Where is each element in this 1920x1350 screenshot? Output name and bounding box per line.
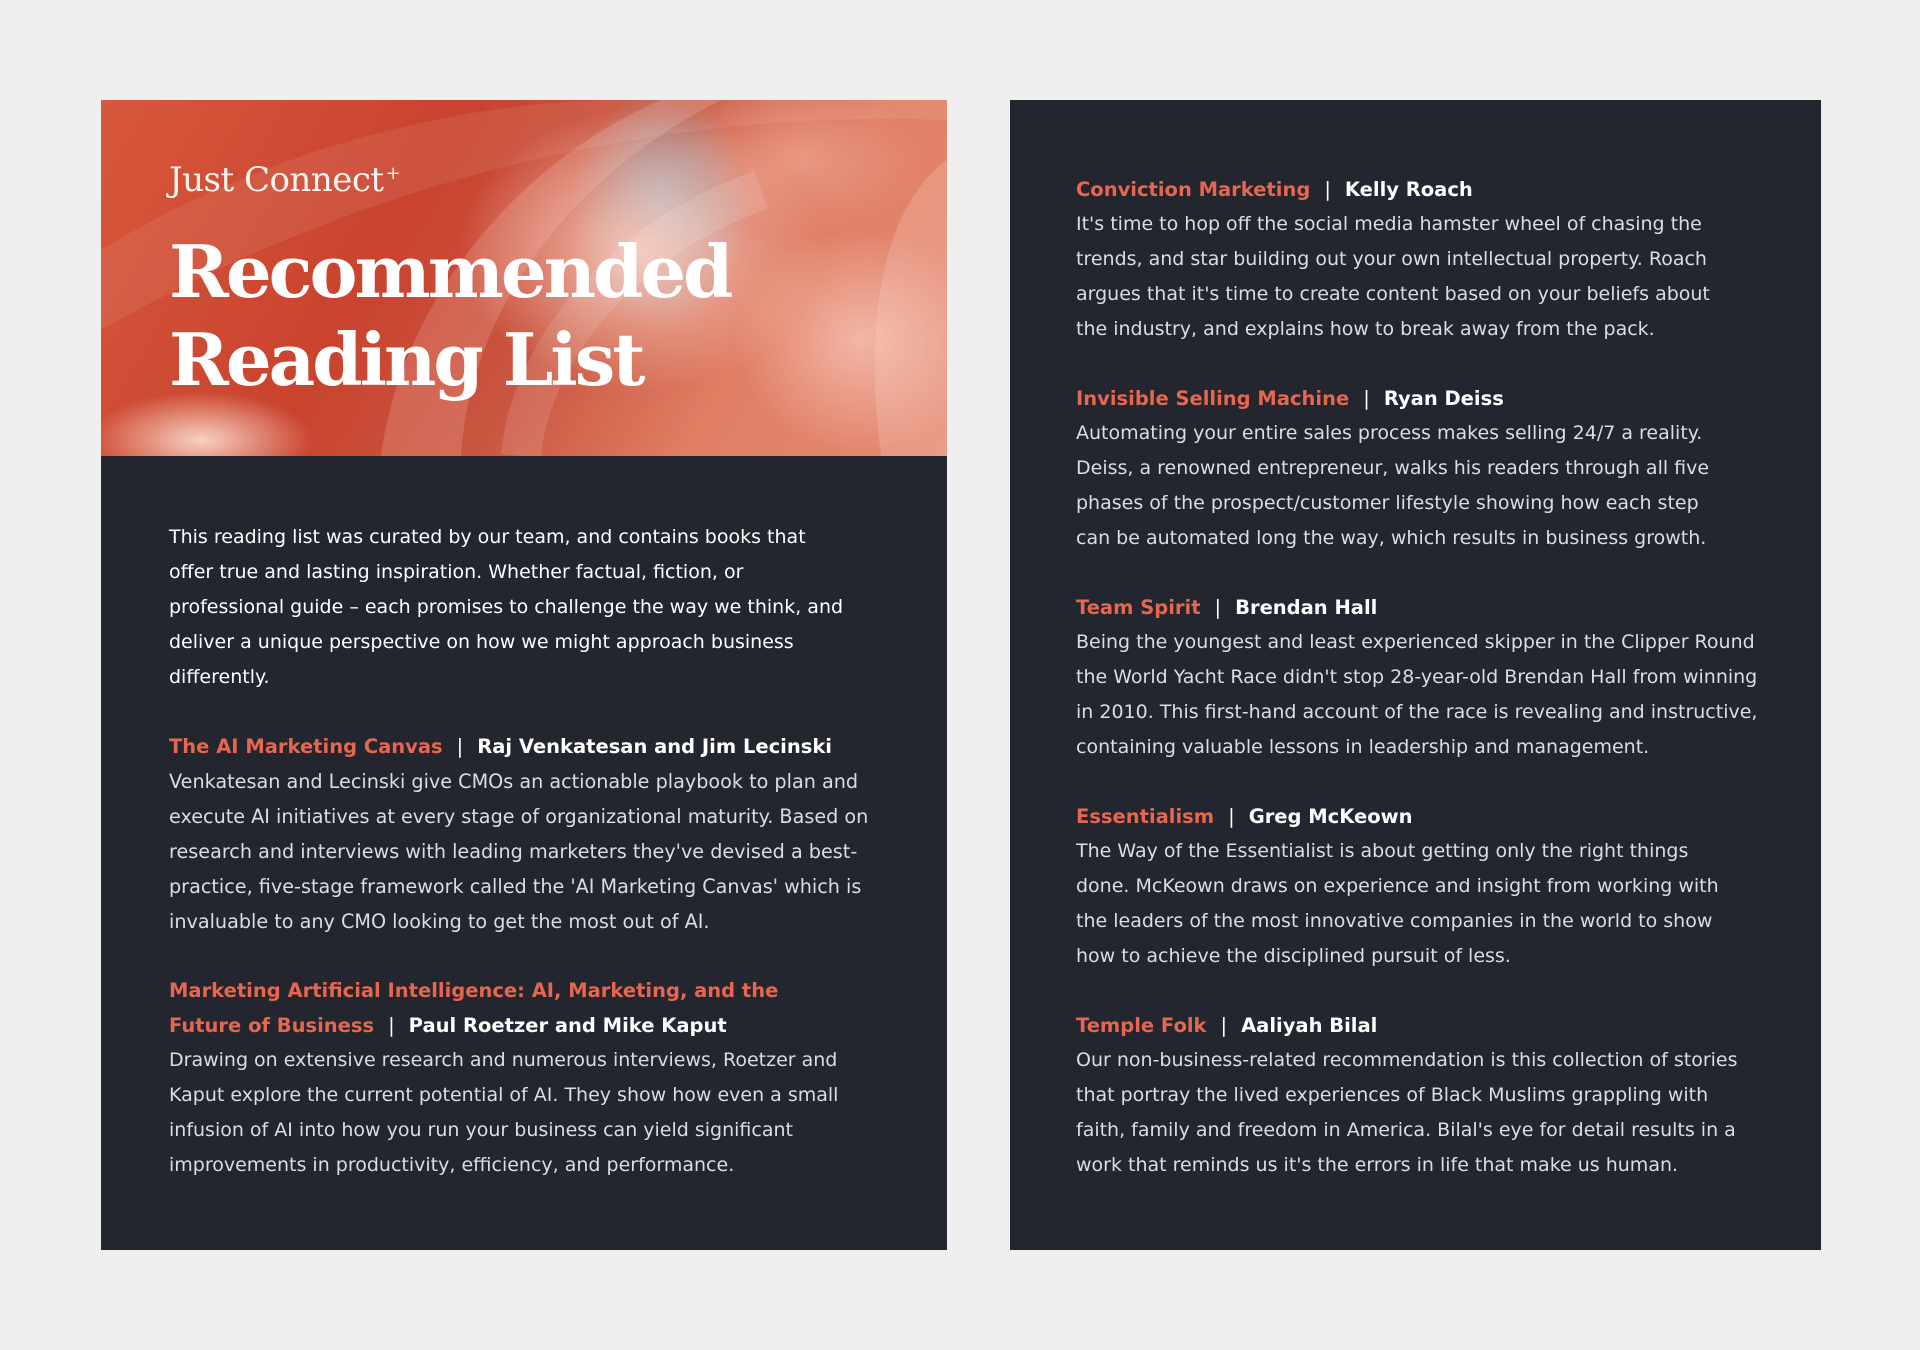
intro-paragraph: This reading list was curated by our team, and contains books that offer true and lasting inspiration. Whether factual, fiction, or professional guide – each promises to challenge the way we think, and deliver a unique perspective on how we might approach business differently.: [169, 526, 844, 688]
page-title: [169, 228, 731, 404]
book-author: Paul Roetzer and Mike Kaput: [408, 1014, 727, 1037]
hero-banner: [101, 100, 947, 456]
book-entry: [1076, 1008, 1761, 1183]
book-description: Being the youngest and least experienced skipper in the Clipper Round the World Yacht Race didn't stop 28-year-old Brendan Hall from winning in 2010. This first-hand account of the race is revealing and instructive, containing valuable lessons in leadership and management.: [1076, 631, 1758, 758]
book-description: It's time to hop off the social media hamster wheel of chasing the trends, and star building out your own intellectual property. Roach argues that it's time to create content based on your beliefs about the industry, and explains how to break away from the pack.: [1076, 213, 1710, 340]
left-content: [169, 520, 889, 1217]
book-heading: [1076, 590, 1761, 625]
book-heading: [1076, 172, 1761, 207]
book-title: The AI Marketing Canvas: [169, 735, 443, 758]
book-entry: [1076, 381, 1761, 556]
book-author: Greg McKeown: [1248, 805, 1413, 828]
book-description: Our non-business-related recommendation is this collection of stories that portray the lived experiences of Black Muslims grappling with faith, family and freedom in America. Bilal's eye for detail results in a work that reminds us it's the errors in life that make us human.: [1076, 1049, 1738, 1176]
separator: |: [1220, 1014, 1228, 1037]
book-description: Venkatesan and Lecinski give CMOs an actionable playbook to plan and execute AI initiatives at every stage of organizational maturity. Based on research and interviews with leading marketers they've devised a best-practice, five-stage framework called the 'AI Marketing Canvas' which is invaluable to any CMO looking to get the most out of AI.: [169, 770, 869, 933]
book-author: Brendan Hall: [1235, 596, 1378, 619]
book-heading: [169, 973, 789, 1043]
book-title: Marketing Artificial Intelligence: AI, Marketing, and the Future of Business: [169, 979, 779, 1037]
book-author: Aaliyah Bilal: [1241, 1014, 1378, 1037]
page-title-line1: Recommended: [169, 229, 731, 314]
separator: |: [1363, 387, 1370, 410]
book-description: Automating your entire sales process makes selling 24/7 a reality. Deiss, a renowned entrepreneur, walks his readers through all five phases of the prospect/customer lifestyle showing how each step can be automated long the way, which results in business growth.: [1076, 422, 1710, 549]
book-author: Raj Venkatesan and Jim Lecinski: [477, 735, 832, 758]
book-description: Drawing on extensive research and numerous interviews, Roetzer and Kaput explore the current potential of AI. They show how even a small infusion of AI into how you run your business can yield significant improvements in productivity, efficiency, and performance.: [169, 1049, 839, 1176]
book-entry: [169, 973, 869, 1183]
separator: |: [1214, 596, 1222, 619]
separator: |: [456, 735, 464, 758]
book-heading: [169, 729, 889, 764]
book-author: Kelly Roach: [1344, 178, 1473, 201]
book-entry: [1076, 590, 1761, 765]
page-title-line2: Reading List: [169, 317, 643, 402]
brand-name: Just Connect: [169, 160, 384, 200]
separator: |: [388, 1014, 395, 1037]
book-title: Invisible Selling Machine: [1076, 387, 1350, 410]
brand-logo: [169, 160, 400, 200]
book-entry: [169, 729, 889, 939]
book-entry: [1076, 799, 1761, 974]
book-title: Essentialism: [1076, 805, 1215, 828]
book-entry: [1076, 172, 1761, 347]
book-heading: [1076, 1008, 1761, 1043]
book-title: Team Spirit: [1076, 596, 1201, 619]
reading-list-page-left: [101, 100, 947, 1250]
book-heading: [1076, 799, 1761, 834]
book-title: Conviction Marketing: [1076, 178, 1311, 201]
brand-mark: +: [385, 162, 401, 184]
book-title: Temple Folk: [1076, 1014, 1207, 1037]
separator: |: [1228, 805, 1235, 828]
reading-list-page-right: [1010, 100, 1821, 1250]
book-description: The Way of the Essentialist is about getting only the right things done. McKeown draws on experience and insight from working with the leaders of the most innovative companies in the world to show how to achieve the disciplined pursuit of less.: [1076, 840, 1719, 967]
book-author: Ryan Deiss: [1383, 387, 1504, 410]
book-heading: [1076, 381, 1761, 416]
separator: |: [1324, 178, 1331, 201]
